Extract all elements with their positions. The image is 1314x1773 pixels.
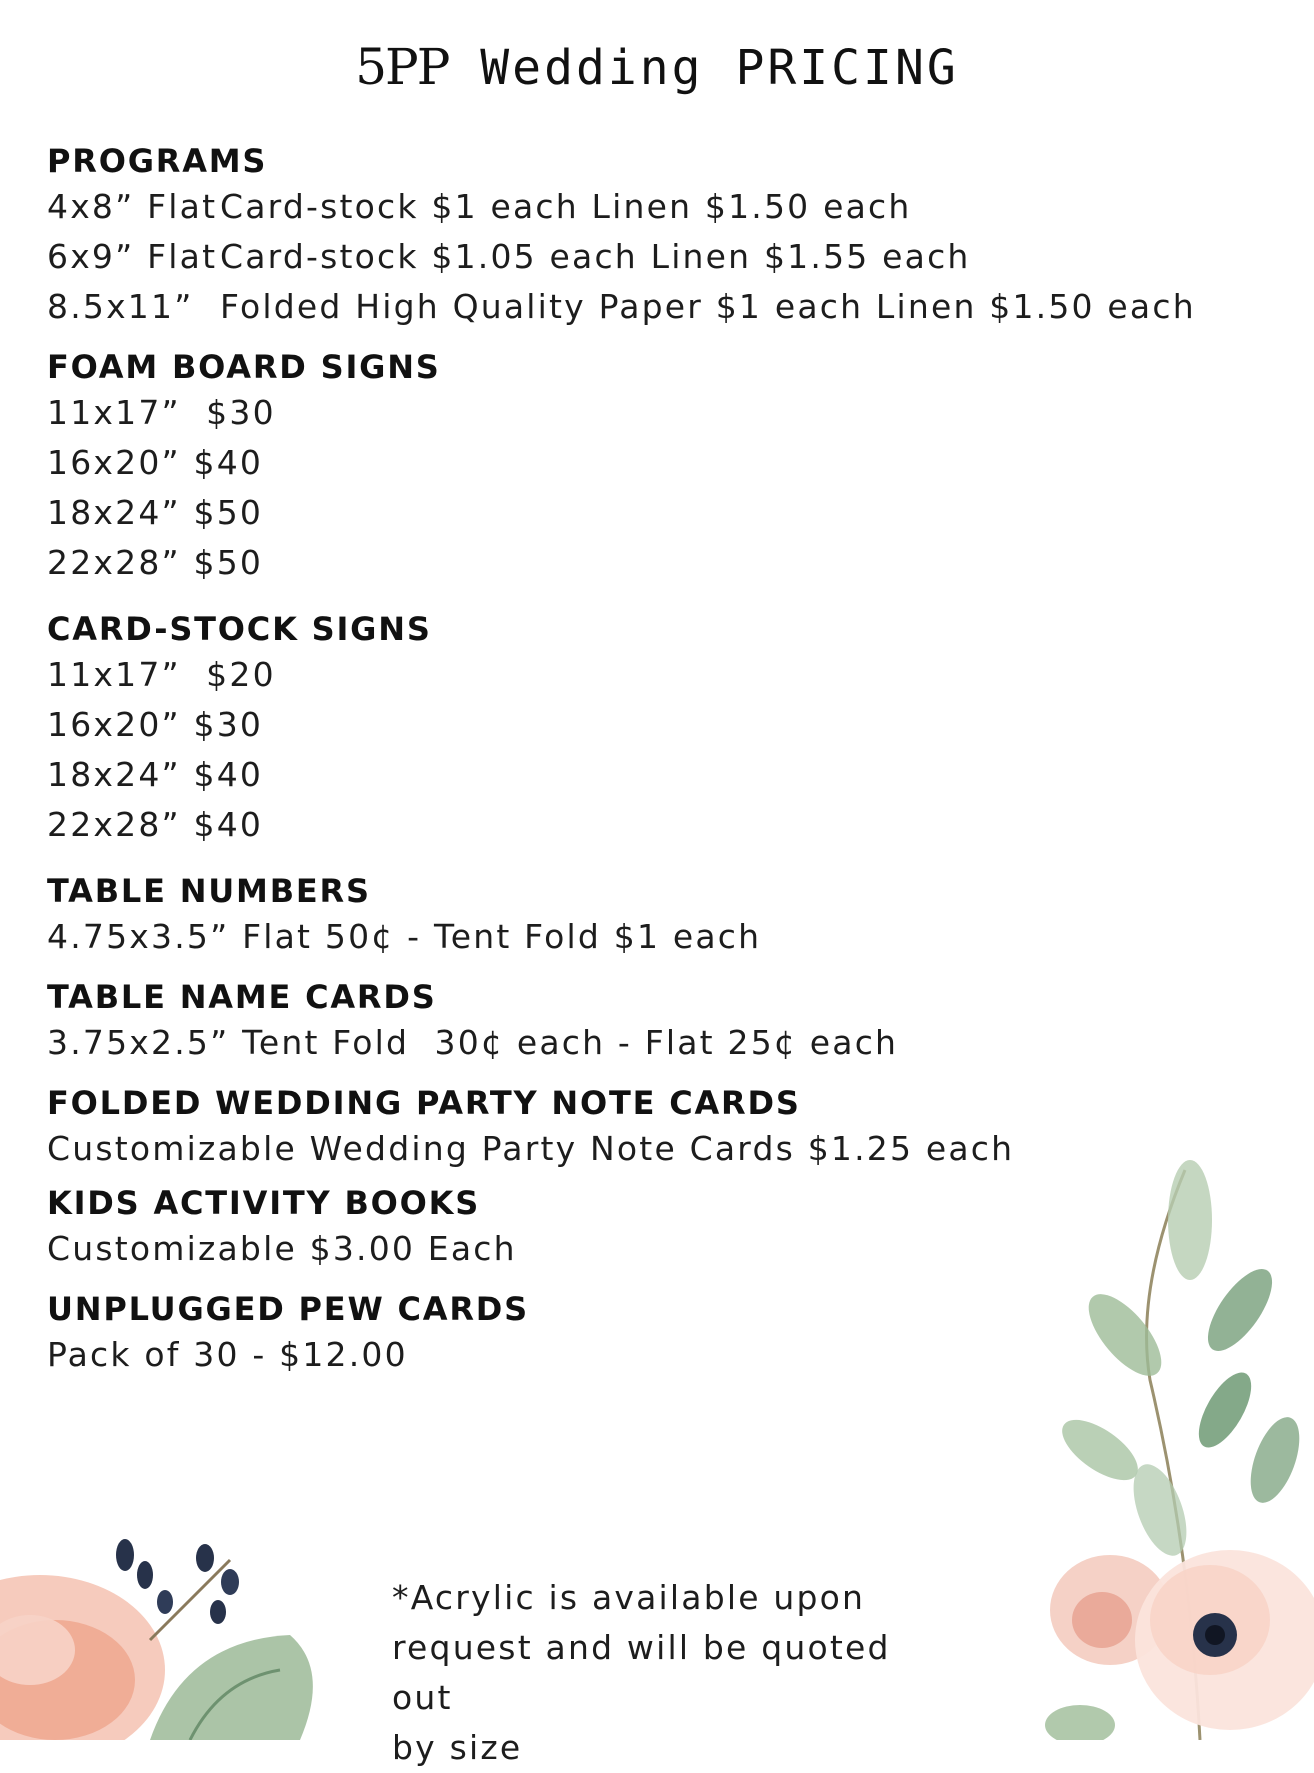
floral-decoration-right [1040, 1150, 1314, 1740]
floral-decoration-left [0, 1520, 350, 1740]
title-text: Wedding PRICING [480, 40, 959, 96]
section-heading: CARD-STOCK SIGNS [47, 610, 432, 648]
footnote-line: *Acrylic is available upon [392, 1578, 866, 1617]
section-heading: FOLDED WEDDING PARTY NOTE CARDS [47, 1084, 801, 1122]
section-heading: KIDS ACTIVITY BOOKS [47, 1184, 481, 1222]
logo: 5PP [355, 38, 449, 96]
price-details: Folded High Quality Paper $1 each Linen $1.50 each [220, 287, 1196, 326]
size-label: 4x8” Flat [47, 187, 218, 226]
price-line [47, 232, 1247, 282]
footnote-line: by size [392, 1728, 523, 1767]
section-heading: PROGRAMS [47, 142, 268, 180]
price-line: 18x24” $40 [47, 755, 264, 794]
price-details: Card-stock $1.05 each Linen $1.55 each [220, 237, 971, 276]
price-line: 18x24” $50 [47, 493, 264, 532]
price-line [47, 282, 1247, 332]
price-line: Pack of 30 - $12.00 [47, 1335, 408, 1374]
price-line: 4.75x3.5” Flat 50¢ - Tent Fold $1 each [47, 917, 762, 956]
price-line: 22x28” $50 [47, 543, 264, 582]
acrylic-footnote [392, 1573, 952, 1773]
page-title [0, 38, 1314, 96]
section-table-name-cards [47, 976, 1247, 1068]
price-line: 3.75x2.5” Tent Fold 30¢ each - Flat 25¢ each [47, 1023, 899, 1062]
section-foam-board-signs [47, 346, 1247, 588]
price-line: Customizable $3.00 Each [47, 1229, 517, 1268]
section-table-numbers [47, 870, 1247, 962]
footnote-line: request and will be quoted out [392, 1628, 891, 1717]
section-heading: TABLE NAME CARDS [47, 978, 437, 1016]
price-details: Card-stock $1 each Linen $1.50 each [220, 187, 912, 226]
price-line: 16x20” $40 [47, 443, 264, 482]
section-heading: UNPLUGGED PEW CARDS [47, 1290, 529, 1328]
size-label: 8.5x11” [47, 287, 194, 326]
price-line: 11x17” $20 [47, 655, 276, 694]
price-line: Customizable Wedding Party Note Cards $1.25 each [47, 1129, 1015, 1168]
section-card-stock-signs [47, 608, 1247, 850]
section-programs [47, 140, 1247, 332]
price-line: 16x20” $30 [47, 705, 264, 744]
price-line: 11x17” $30 [47, 393, 276, 432]
size-label: 6x9” Flat [47, 237, 218, 276]
price-line [47, 182, 1247, 232]
section-heading: FOAM BOARD SIGNS [47, 348, 441, 386]
section-heading: TABLE NUMBERS [47, 872, 371, 910]
price-line: 22x28” $40 [47, 805, 264, 844]
